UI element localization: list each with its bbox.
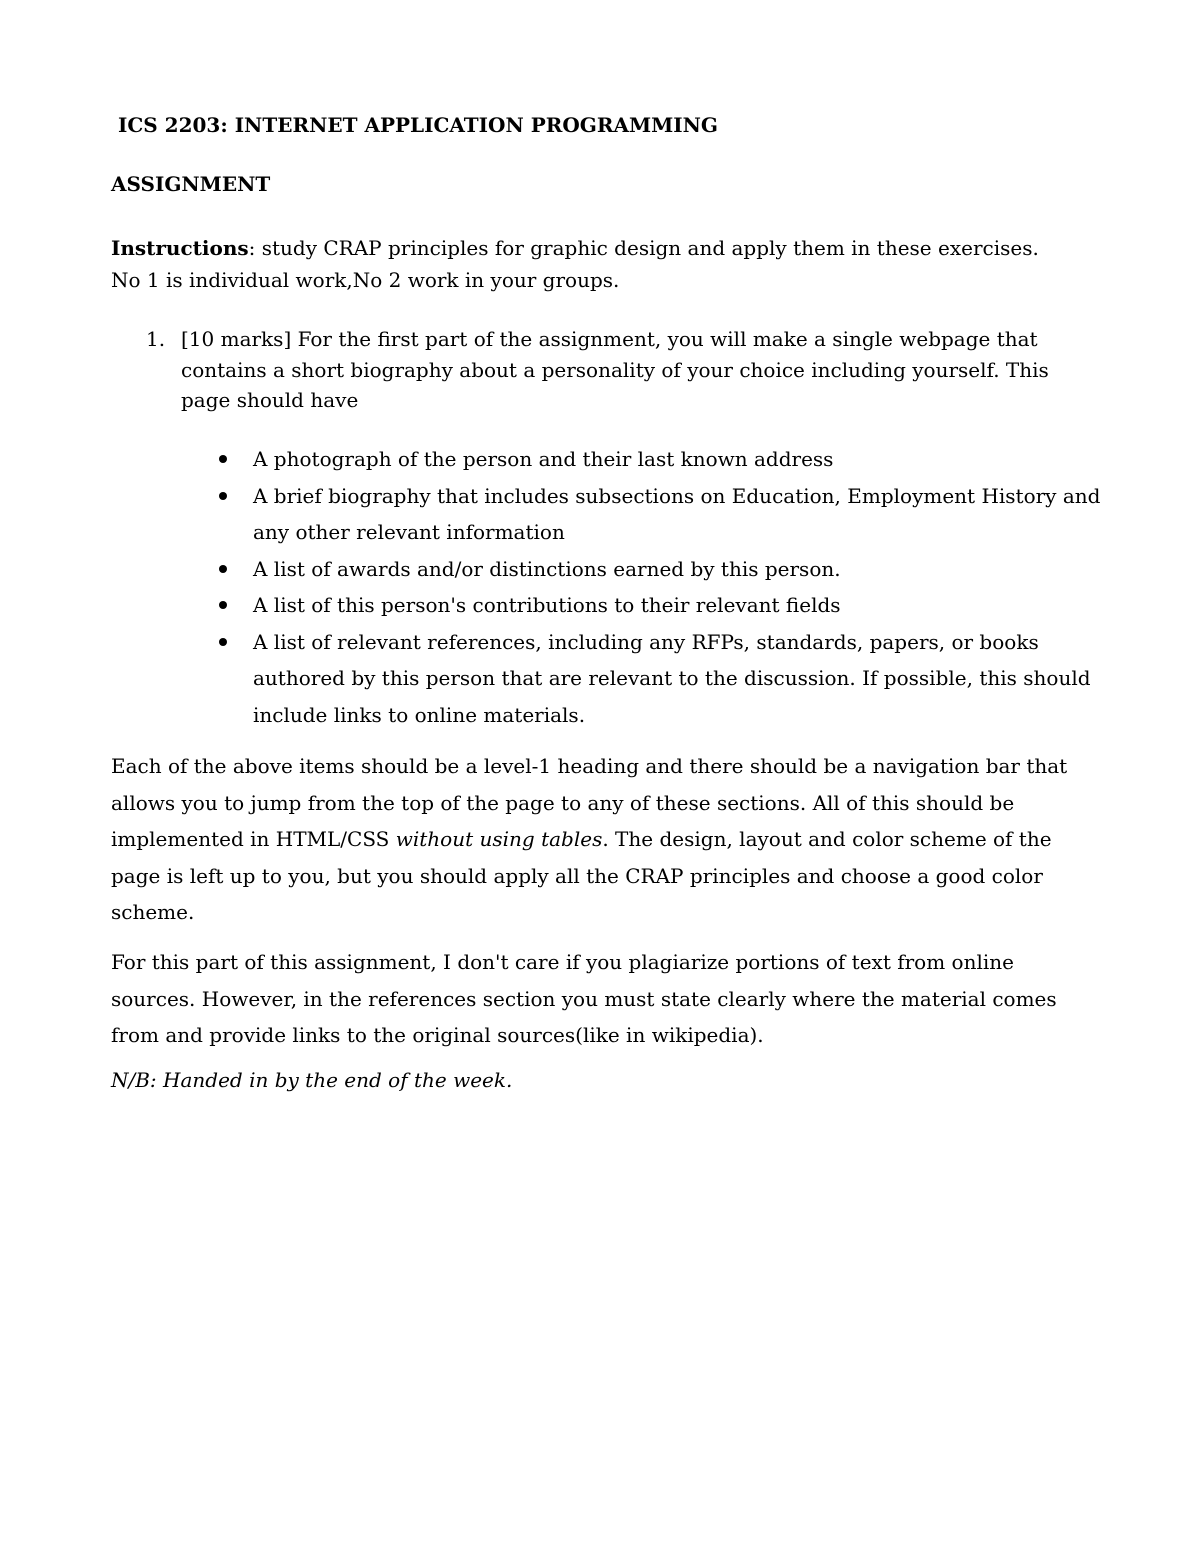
headings-paragraph <box>111 748 1081 931</box>
headings-paragraph-emphasis: without using tables <box>395 827 603 851</box>
list-item <box>111 551 1101 588</box>
list-item-text: A list of awards and/or distinctions earned by this person. <box>253 556 841 581</box>
plagiarism-paragraph: For this part of this assignment, I don't care if you plagiarize portions of text from online sources. However, in the references section you must state clearly where the material comes from and provide links to the original sources(like in wikipedia). <box>111 950 1057 1047</box>
list-item <box>111 478 1101 551</box>
course-title: ICS 2203: INTERNET APPLICATION PROGRAMMING <box>118 113 718 137</box>
bullet-icon <box>219 638 227 646</box>
list-item-text: A photograph of the person and their last known address <box>253 447 834 471</box>
list-item <box>111 624 1101 734</box>
list-item <box>111 441 1101 478</box>
deadline-note: N/B: Handed in by the end of the week. <box>111 1068 513 1092</box>
instructions-text: : study CRAP principles for graphic design and apply them in these exercises. No 1 is individual work,No 2 work in your groups. <box>111 236 1039 292</box>
bullet-icon <box>219 565 227 573</box>
instructions-paragraph <box>111 232 1051 296</box>
assignment-heading: ASSIGNMENT <box>111 172 271 196</box>
requirements-list <box>111 441 1101 733</box>
bullet-icon <box>219 492 227 500</box>
list-item-text: A list of this person's contributions to their relevant fields <box>253 593 841 617</box>
task-number: 1. <box>146 327 166 351</box>
list-item-text: A list of relevant references, including any RFPs, standards, papers, or books authored by this person that are relevant to the discussion. If possible, this should include links to online materials. <box>253 629 1091 727</box>
bullet-icon <box>219 455 227 463</box>
bullet-icon <box>219 601 227 609</box>
headings-paragraph-part2: . The design, layout and color scheme of the page is left up to you, but you should apply all the CRAP principles and choose a good color scheme. <box>111 827 1052 924</box>
task-text: [10 marks] For the first part of the assignment, you will make a single webpage that contains a short biography about a personality of your choice including yourself. This page should have <box>181 327 1049 412</box>
instructions-lead: Instructions <box>111 236 249 260</box>
list-item <box>111 587 1101 624</box>
headings-paragraph-part1: Each of the above items should be a level-1 heading and there should be a navigation bar that allows you to jump from the top of the page to any of these sections. All of this should be implemented in HTML/CSS <box>111 754 1068 851</box>
list-item-text: A brief biography that includes subsections on Education, Employment History and any other relevant information <box>253 483 1101 544</box>
